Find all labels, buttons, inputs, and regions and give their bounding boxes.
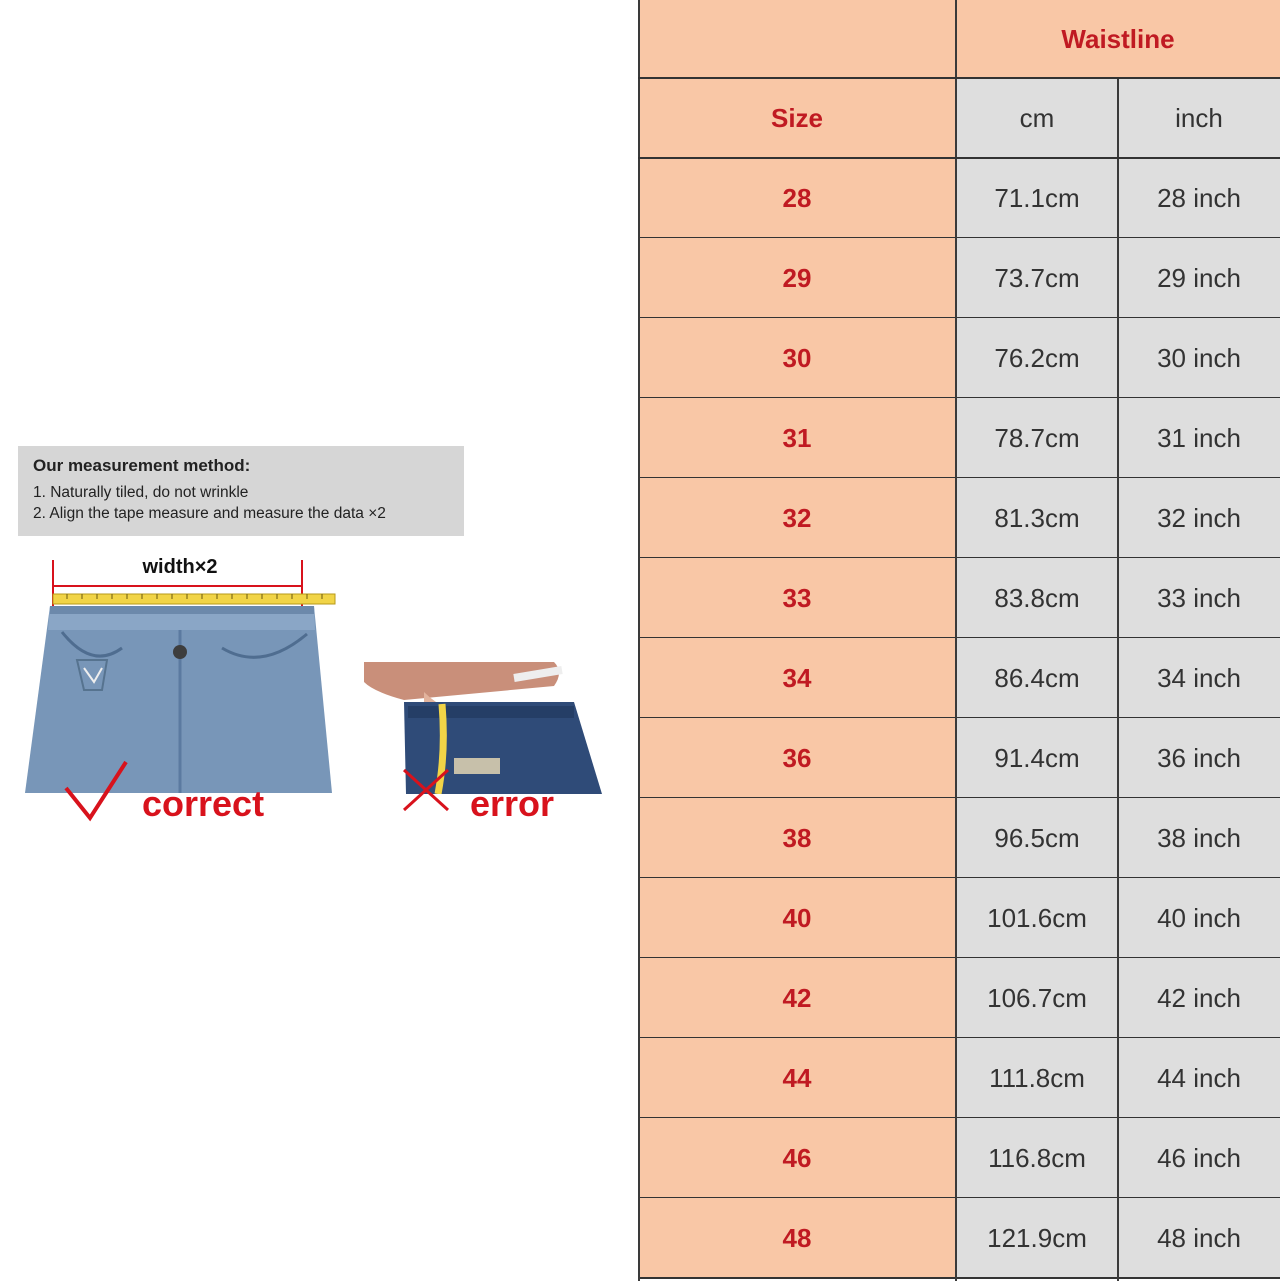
inch-cell: 30 inch [1118,318,1280,398]
size-cell: 36 [638,718,956,798]
size-cell: 32 [638,478,956,558]
cm-cell: 86.4cm [956,638,1118,718]
error-label: error [470,783,555,824]
size-table [638,0,1280,1281]
waistline-header: Waistline [956,0,1280,78]
table-hline-subheader [638,157,1280,159]
inch-cell: 42 inch [1118,958,1280,1038]
table-divider-cm [1117,78,1119,1281]
cm-cell: 71.1cm [956,158,1118,238]
measurement-method-box [18,446,464,536]
cm-cell: 83.8cm [956,558,1118,638]
cm-cell: 73.7cm [956,238,1118,318]
cm-cell: 101.6cm [956,878,1118,958]
size-cell: 46 [638,1118,956,1198]
cm-cell: 78.7cm [956,398,1118,478]
inch-cell: 29 inch [1118,238,1280,318]
size-cell: 44 [638,1038,956,1118]
cm-cell: 81.3cm [956,478,1118,558]
cm-cell: 96.5cm [956,798,1118,878]
cm-cell: 106.7cm [956,958,1118,1038]
size-cell: 38 [638,798,956,878]
size-cell: 31 [638,398,956,478]
size-cell: 48 [638,1198,956,1278]
check-mark-icon [62,758,130,824]
cm-cell: 76.2cm [956,318,1118,398]
inch-cell: 46 inch [1118,1118,1280,1198]
size-cell: 33 [638,558,956,638]
size-cell: 29 [638,238,956,318]
inch-cell: 36 inch [1118,718,1280,798]
cm-cell: 91.4cm [956,718,1118,798]
cross-mark-icon [400,766,452,814]
cm-header: cm [956,78,1118,158]
inch-cell: 33 inch [1118,558,1280,638]
table-row-divider [638,1277,1280,1279]
inch-cell: 44 inch [1118,1038,1280,1118]
table-border-left [638,0,640,1281]
method-title: Our measurement method: [33,456,251,475]
header-blank-cell [638,0,956,78]
width-label: width×2 [142,556,218,578]
table-divider-size [955,0,957,1281]
size-header: Size [638,78,956,158]
inch-cell: 48 inch [1118,1198,1280,1278]
inch-cell: 34 inch [1118,638,1280,718]
inch-cell: 28 inch [1118,158,1280,238]
inch-cell: 32 inch [1118,478,1280,558]
size-cell: 34 [638,638,956,718]
cm-cell: 116.8cm [956,1118,1118,1198]
inch-cell: 38 inch [1118,798,1280,878]
size-cell: 42 [638,958,956,1038]
table-hline-header [638,77,1280,79]
inch-header: inch [1118,78,1280,158]
inch-cell: 40 inch [1118,878,1280,958]
size-cell: 40 [638,878,956,958]
cm-cell: 111.8cm [956,1038,1118,1118]
cm-cell: 121.9cm [956,1198,1118,1278]
inch-cell: 31 inch [1118,398,1280,478]
method-step-1: 1. Naturally tiled, do not wrinkle [33,484,249,501]
size-cell: 30 [638,318,956,398]
correct-label: correct [142,783,265,824]
size-cell: 28 [638,158,956,238]
method-step-2: 2. Align the tape measure and measure the data ×2 [33,505,386,522]
